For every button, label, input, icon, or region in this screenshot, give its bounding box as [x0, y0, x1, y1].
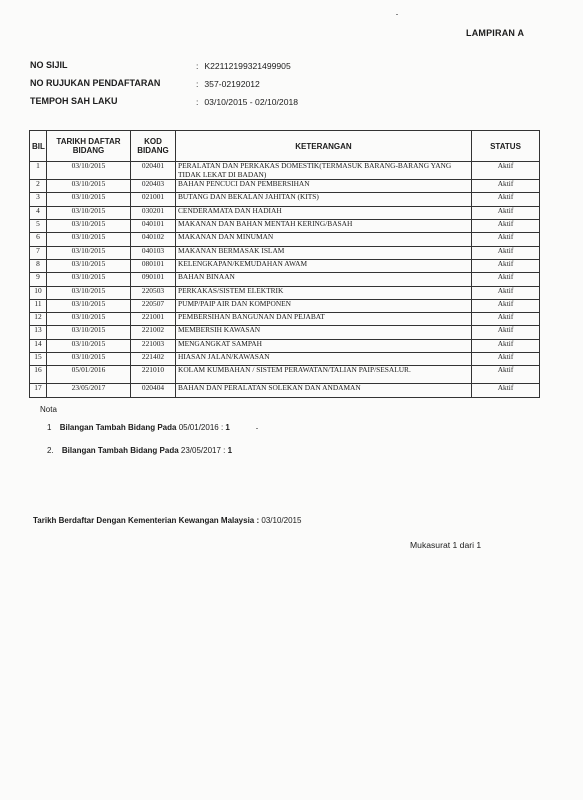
table-body [30, 162, 540, 398]
cell-description: MAKANAN DAN MINUMAN [176, 233, 472, 246]
header-status: STATUS [472, 131, 540, 162]
cell-status: Aktif [472, 339, 540, 352]
cell-status: Aktif [472, 353, 540, 366]
cell-code: 220507 [131, 299, 176, 312]
table-row [30, 220, 540, 233]
note-label: Bilangan Tambah Bidang Pada [61, 446, 179, 455]
table-row [30, 180, 540, 193]
cell-bil: 7 [30, 246, 47, 259]
cell-code: 040102 [131, 233, 176, 246]
validity-label: TEMPOH SAH LAKU [30, 96, 118, 106]
header-description: KETERANGAN [176, 131, 472, 162]
cell-status: Aktif [472, 313, 540, 326]
registration-ref-value-wrap: : 357-02192012 [196, 79, 260, 89]
registration-ref-value: 357-02192012 [204, 79, 260, 89]
cell-bil: 17 [30, 384, 47, 397]
cell-date: 03/10/2015 [47, 233, 131, 246]
cell-status: Aktif [472, 193, 540, 206]
note-number: 1 [47, 423, 52, 432]
cell-date: 23/05/2017 [47, 384, 131, 397]
cell-code: 220503 [131, 286, 176, 299]
registration-date-label: Tarikh Berdaftar Dengan Kementerian Kewangan Malaysia : [33, 516, 260, 525]
note-number: 2. [47, 446, 54, 455]
registration-date-line [33, 516, 301, 525]
cell-bil: 4 [30, 206, 47, 219]
note-count: 1 [227, 446, 233, 455]
cell-bil: 12 [30, 313, 47, 326]
cell-bil: 8 [30, 259, 47, 272]
table-row [30, 206, 540, 219]
table-header-row [30, 131, 540, 162]
cell-date: 03/10/2015 [47, 339, 131, 352]
cell-bil: 14 [30, 339, 47, 352]
cell-code: 221003 [131, 339, 176, 352]
cell-code: 090101 [131, 273, 176, 286]
registration-date-value: 03/10/2015 [261, 516, 302, 525]
cell-code: 221002 [131, 326, 176, 339]
cell-code: 030201 [131, 206, 176, 219]
scan-speck [256, 428, 258, 429]
cell-status: Aktif [472, 246, 540, 259]
table-row [30, 233, 540, 246]
cell-date: 03/10/2015 [47, 162, 131, 180]
cell-status: Aktif [472, 162, 540, 180]
cell-date: 03/10/2015 [47, 286, 131, 299]
cell-date: 03/10/2015 [47, 206, 131, 219]
cell-bil: 16 [30, 366, 47, 384]
note-date: 23/05/2017 : [180, 446, 226, 455]
cell-description: PERKAKAS/SISTEM ELEKTRIK [176, 286, 472, 299]
cell-status: Aktif [472, 366, 540, 384]
cell-bil: 13 [30, 326, 47, 339]
cell-description: CENDERAMATA DAN HADIAH [176, 206, 472, 219]
note-label: Bilangan Tambah Bidang Pada [59, 423, 177, 432]
table-row [30, 326, 540, 339]
cell-description: BAHAN PENCUCI DAN PEMBERSIHAN [176, 180, 472, 193]
cell-status: Aktif [472, 233, 540, 246]
cell-code: 020403 [131, 180, 176, 193]
cell-description: MENGANGKAT SAMPAH [176, 339, 472, 352]
registration-ref-row [30, 78, 430, 96]
header-bil: BIL [30, 131, 47, 162]
cell-date: 03/10/2015 [47, 259, 131, 272]
cert-number-value: K22112199321499905 [204, 61, 291, 71]
table-row [30, 313, 540, 326]
note-item [47, 423, 230, 432]
cell-bil: 2 [30, 180, 47, 193]
cell-bil: 1 [30, 162, 47, 180]
cell-bil: 11 [30, 299, 47, 312]
cell-code: 020401 [131, 162, 176, 180]
note-item [47, 446, 232, 455]
cell-description: BAHAN DAN PERALATAN SOLEKAN DAN ANDAMAN [176, 384, 472, 397]
page-number: Mukasurat 1 dari 1 [410, 540, 482, 550]
cell-description: BUTANG DAN BEKALAN JAHITAN (KITS) [176, 193, 472, 206]
cell-date: 03/10/2015 [47, 326, 131, 339]
scan-speck [396, 14, 398, 15]
cell-date: 03/10/2015 [47, 193, 131, 206]
cell-code: 021001 [131, 193, 176, 206]
header-date: TARIKH DAFTAR BIDANG [47, 131, 131, 162]
table-row [30, 246, 540, 259]
cell-status: Aktif [472, 206, 540, 219]
cell-bil: 10 [30, 286, 47, 299]
registration-ref-label: NO RUJUKAN PENDAFTARAN [30, 78, 161, 88]
cell-description: KELENGKAPAN/KEMUDAHAN AWAM [176, 259, 472, 272]
table-row [30, 286, 540, 299]
cell-description: KOLAM KUMBAHAN / SISTEM PERAWATAN/TALIAN PAIP/SESALUR. [176, 366, 472, 384]
cell-date: 03/10/2015 [47, 353, 131, 366]
cell-code: 221402 [131, 353, 176, 366]
cert-number-label: NO SIJIL [30, 60, 68, 70]
cell-bil: 3 [30, 193, 47, 206]
cell-date: 05/01/2016 [47, 366, 131, 384]
cell-code: 221010 [131, 366, 176, 384]
note-date: 05/01/2016 : [178, 423, 224, 432]
table-row [30, 353, 540, 366]
table-row [30, 162, 540, 180]
cell-description: PUMP/PAIP AIR DAN KOMPONEN [176, 299, 472, 312]
validity-value-wrap: : 03/10/2015 - 02/10/2018 [196, 97, 299, 107]
table-row [30, 384, 540, 397]
cell-bil: 15 [30, 353, 47, 366]
cell-description: MAKANAN BERMASAK ISLAM [176, 246, 472, 259]
validity-value: 03/10/2015 - 02/10/2018 [204, 97, 299, 107]
cell-status: Aktif [472, 220, 540, 233]
cell-description: MEMBERSIH KAWASAN [176, 326, 472, 339]
cell-status: Aktif [472, 273, 540, 286]
fields-table [29, 130, 540, 398]
cell-code: 221001 [131, 313, 176, 326]
cell-date: 03/10/2015 [47, 313, 131, 326]
cell-status: Aktif [472, 286, 540, 299]
table-row [30, 193, 540, 206]
table-row [30, 273, 540, 286]
cell-description: PEMBERSIHAN BANGUNAN DAN PEJABAT [176, 313, 472, 326]
cert-number-row [30, 60, 430, 78]
cell-bil: 9 [30, 273, 47, 286]
table-row [30, 299, 540, 312]
cell-bil: 6 [30, 233, 47, 246]
cell-description: BAHAN BINAAN [176, 273, 472, 286]
cert-number-value-wrap: : K22112199321499905 [196, 61, 291, 71]
cell-code: 040103 [131, 246, 176, 259]
cell-date: 03/10/2015 [47, 299, 131, 312]
validity-row [30, 96, 430, 114]
table-row [30, 366, 540, 384]
cell-status: Aktif [472, 326, 540, 339]
cell-date: 03/10/2015 [47, 246, 131, 259]
certificate-details [30, 60, 430, 114]
cell-description: PERALATAN DAN PERKAKAS DOMESTIK(TERMASUK BARANG-BARANG YANG TIDAK LEKAT DI BADAN) [176, 162, 472, 180]
header-code: KOD BIDANG [131, 131, 176, 162]
table-row [30, 339, 540, 352]
note-count: 1 [225, 423, 230, 432]
cell-code: 040101 [131, 220, 176, 233]
cell-date: 03/10/2015 [47, 180, 131, 193]
cell-status: Aktif [472, 259, 540, 272]
cell-code: 020404 [131, 384, 176, 397]
cell-bil: 5 [30, 220, 47, 233]
cell-date: 03/10/2015 [47, 273, 131, 286]
cell-description: MAKANAN DAN BAHAN MENTAH KERING/BASAH [176, 220, 472, 233]
table-row [30, 259, 540, 272]
notes-title: Nota [40, 405, 57, 414]
cell-code: 080101 [131, 259, 176, 272]
cell-date: 03/10/2015 [47, 220, 131, 233]
cell-status: Aktif [472, 299, 540, 312]
cell-status: Aktif [472, 180, 540, 193]
cell-description: HIASAN JALAN/KAWASAN [176, 353, 472, 366]
appendix-label: LAMPIRAN A [466, 28, 525, 38]
cell-status: Aktif [472, 384, 540, 397]
